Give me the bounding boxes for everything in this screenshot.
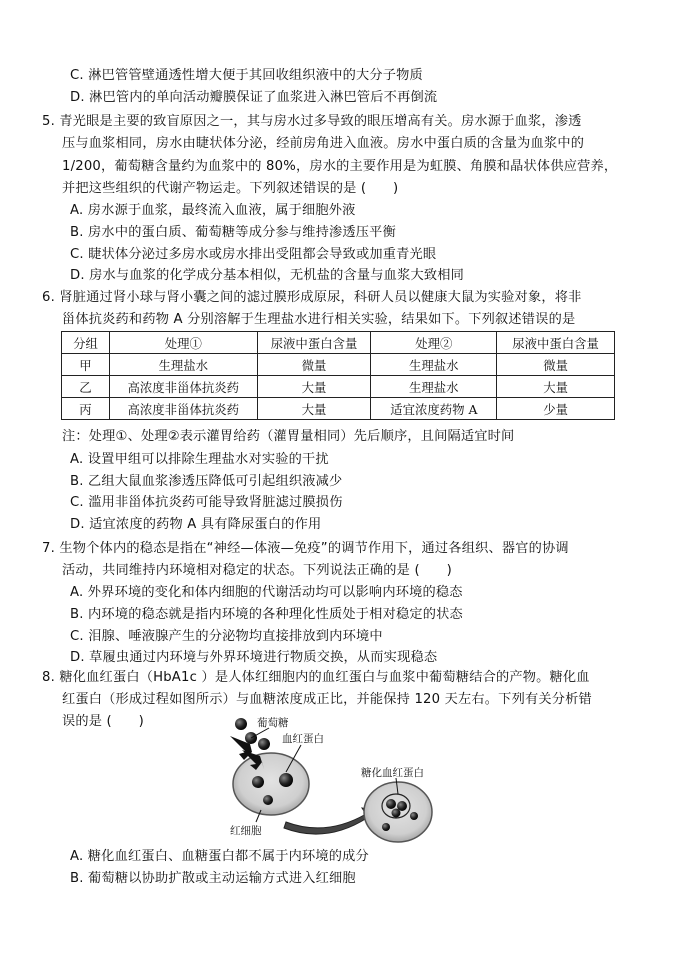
table-row (62, 354, 615, 376)
question-5-option-c: C. 睫状体分泌过多房水或房水排出受阻都会导致或加重青光眼 (70, 247, 437, 262)
question-7-option-c: C. 泪腺、唾液腺产生的分泌物均直接排放到内环境中 (70, 629, 383, 644)
table-cell: 高浓度非甾体抗炎药 (109, 376, 257, 398)
table-row (62, 376, 615, 398)
table-cell: 生理盐水 (371, 376, 497, 398)
table-header-row (62, 332, 615, 354)
question-7-line-1: 7. 生物个体内的稳态是指在“神经—体液—免疫”的调节作用下，通过各组织、器官的协调 (42, 541, 569, 556)
option-c-prev: C. 淋巴管管壁通透性增大便于其回收组织液中的大分子物质 (70, 68, 423, 83)
question-5-line-3: 1/200，葡萄糖含量约为血浆中的 80%，房水的主要作用是为虹膜、角膜和晶状体供应营养， (62, 159, 618, 174)
question-5-line-1: 5. 青光眼是主要的致盲原因之一，其与房水过多导致的眼压增高有关。房水源于血浆，渗透 (42, 114, 582, 129)
question-6-line-2: 甾体抗炎药和药物 A 分别溶解于生理盐水进行相关实验，结果如下。下列叙述错误的是 (62, 312, 576, 327)
hemoglobin-molecule (382, 823, 390, 831)
hemoglobin-molecule (279, 773, 293, 787)
table-header-cell: 尿液中蛋白含量 (257, 332, 371, 354)
hemoglobin-molecule (252, 776, 264, 788)
table-row (62, 398, 615, 420)
table-cell: 大量 (257, 376, 371, 398)
option-d-prev: D. 淋巴管内的单向活动瓣膜保证了血浆进入淋巴管后不再倒流 (70, 90, 438, 105)
table-cell: 甲 (62, 354, 110, 376)
table-header-cell: 处理② (371, 332, 497, 354)
question-6-option-c: C. 滥用非甾体抗炎药可能导致肾脏滤过膜损伤 (70, 495, 343, 510)
table-header-cell: 处理① (109, 332, 257, 354)
question-7-option-a: A. 外界环境的变化和体内细胞的代谢活动均可以影响内环境的稳态 (70, 585, 463, 600)
table-cell: 适宜浓度药物 A (371, 398, 497, 420)
table-header-cell: 分组 (62, 332, 110, 354)
question-6-option-a: A. 设置甲组可以排除生理盐水对实验的干扰 (70, 452, 329, 467)
question-5-line-4: 并把这些组织的代谢产物运走。下列叙述错误的是 ( ) (62, 181, 399, 196)
table-cell: 生理盐水 (109, 354, 257, 376)
question-5-option-d: D. 房水与血浆的化学成分基本相似，无机盐的含量与血浆大致相同 (70, 268, 465, 283)
table-cell: 大量 (257, 398, 371, 420)
table-cell: 少量 (497, 398, 615, 420)
hemoglobin-molecule (410, 812, 418, 820)
question-5-line-2: 压与血浆相同，房水由睫状体分泌，经前房角进入血液。房水中蛋白质的含量为血浆中的 (62, 136, 585, 151)
red-blood-cell-left (233, 753, 309, 815)
glycated-hemoglobin-molecule (392, 809, 401, 818)
question-7-option-d: D. 草履虫通过内环境与外界环境进行物质交换，从而实现稳态 (70, 650, 438, 665)
table-cell: 高浓度非甾体抗炎药 (109, 398, 257, 420)
label-hemoglobin: 血红蛋白 (282, 733, 324, 745)
table-header-cell: 尿液中蛋白含量 (497, 332, 615, 354)
glycated-hemoglobin-figure (216, 712, 448, 852)
question-6-line-1: 6. 肾脏通过肾小球与肾小囊之间的滤过膜形成原尿，科研人员以健康大鼠为实验对象，将非 (42, 290, 582, 305)
table-cell: 微量 (497, 354, 615, 376)
question-5-option-b: B. 房水中的蛋白质、葡萄糖等成分参与维持渗透压平衡 (70, 225, 396, 240)
table-cell: 生理盐水 (371, 354, 497, 376)
table-cell: 乙 (62, 376, 110, 398)
question-8-line-2: 红蛋白（形成过程如图所示）与血糖浓度成正比，并能保持 120 天左右。下列有关分析错 (62, 692, 592, 707)
question-8-line-1: 8. 糖化血红蛋白（HbA1c ）是人体红细胞内的血红蛋白与血浆中葡萄糖结合的产物。糖化血 (42, 670, 590, 685)
question-7-option-b: B. 内环境的稳态就是指内环境的各种理化性质处于相对稳定的状态 (70, 607, 463, 622)
table-cell: 大量 (497, 376, 615, 398)
question-8-option-a: A. 糖化血红蛋白、血糖蛋白都不属于内环境的成分 (70, 849, 369, 864)
label-glucose: 葡萄糖 (257, 717, 289, 729)
question-7-line-2: 活动，共同维持内环境相对稳定的状态。下列说法正确的是 ( ) (62, 563, 452, 578)
question-6-option-d: D. 适宜浓度的药物 A 具有降尿蛋白的作用 (70, 517, 322, 532)
label-glycated-hemoglobin: 糖化血红蛋白 (361, 767, 424, 779)
question-8-option-b: B. 葡萄糖以协助扩散或主动运输方式进入红细胞 (70, 871, 356, 886)
experiment-table (61, 331, 615, 420)
question-8-line-3: 误的是 ( ) (62, 714, 145, 729)
question-6-option-b: B. 乙组大鼠血浆渗透压降低可引起组织液减少 (70, 474, 343, 489)
hemoglobin-molecule (263, 795, 273, 805)
question-5-option-a: A. 房水源于血浆，最终流入血液，属于细胞外液 (70, 203, 356, 218)
glycated-hemoglobin-molecule (386, 799, 396, 809)
table-note: 注：处理①、处理②表示灌胃给药（灌胃量相同）先后顺序，且间隔适宜时间 (62, 429, 515, 444)
label-rbc: 红细胞 (230, 825, 262, 837)
table-cell: 微量 (257, 354, 371, 376)
table-cell: 丙 (62, 398, 110, 420)
